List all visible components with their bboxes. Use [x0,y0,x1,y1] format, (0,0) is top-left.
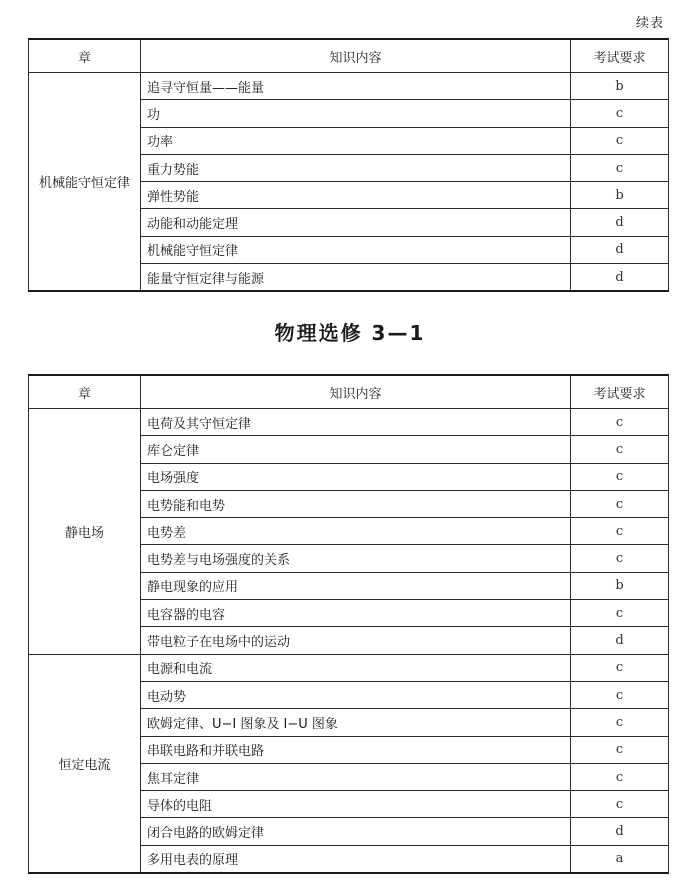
table-header-row [29,375,669,409]
requirement-cell: c [571,545,669,572]
requirement-cell: c [571,736,669,763]
knowledge-cell: 动能和动能定理 [141,209,571,236]
knowledge-cell: 追寻守恒量——能量 [141,73,571,100]
knowledge-cell: 电动势 [141,681,571,708]
requirement-cell: c [571,154,669,181]
knowledge-cell: 导体的电阻 [141,791,571,818]
knowledge-cell: 功 [141,100,571,127]
requirement-cell: c [571,654,669,681]
knowledge-cell: 电容器的电容 [141,600,571,627]
knowledge-cell: 电场强度 [141,463,571,490]
requirement-cell: d [571,264,669,292]
knowledge-cell: 能量守恒定律与能源 [141,264,571,292]
table-header-row [29,39,669,73]
header-requirement: 考试要求 [571,39,669,73]
requirement-cell: d [571,236,669,263]
header-knowledge: 知识内容 [141,39,571,73]
requirement-cell: d [571,818,669,845]
knowledge-cell: 机械能守恒定律 [141,236,571,263]
section-title: 物理选修 3—1 [274,321,426,345]
requirements-table-1 [28,38,669,292]
table-row [29,654,669,681]
requirement-cell: c [571,791,669,818]
requirement-cell: c [571,681,669,708]
requirement-cell: c [571,709,669,736]
chapter-cell: 机械能守恒定律 [29,73,141,292]
knowledge-cell: 电势差 [141,518,571,545]
knowledge-cell: 欧姆定律、U−I 图象及 I−U 图象 [141,709,571,736]
requirement-cell: b [571,572,669,599]
requirement-cell: c [571,436,669,463]
knowledge-cell: 弹性势能 [141,182,571,209]
knowledge-cell: 焦耳定律 [141,763,571,790]
knowledge-cell: 带电粒子在电场中的运动 [141,627,571,654]
knowledge-cell: 闭合电路的欧姆定律 [141,818,571,845]
header-chapter: 章 [29,375,141,409]
requirement-cell: c [571,127,669,154]
table-row [29,73,669,100]
knowledge-cell: 重力势能 [141,154,571,181]
knowledge-cell: 串联电路和并联电路 [141,736,571,763]
header-requirement: 考试要求 [571,375,669,409]
requirements-table-2 [28,374,669,874]
knowledge-cell: 电荷及其守恒定律 [141,409,571,436]
knowledge-cell: 功率 [141,127,571,154]
requirement-cell: c [571,409,669,436]
requirement-cell: c [571,100,669,127]
requirement-cell: c [571,463,669,490]
knowledge-cell: 电源和电流 [141,654,571,681]
chapter-cell: 静电场 [29,409,141,655]
chapter-cell: 恒定电流 [29,654,141,873]
knowledge-cell: 电势能和电势 [141,490,571,517]
requirement-cell: a [571,845,669,873]
requirement-cell: b [571,73,669,100]
requirement-cell: c [571,600,669,627]
header-chapter: 章 [29,39,141,73]
requirement-cell: d [571,209,669,236]
table-row [29,409,669,436]
knowledge-cell: 库仑定律 [141,436,571,463]
continued-label: 续表 [635,16,664,31]
knowledge-cell: 多用电表的原理 [141,845,571,873]
knowledge-cell: 静电现象的应用 [141,572,571,599]
knowledge-cell: 电势差与电场强度的关系 [141,545,571,572]
requirement-cell: b [571,182,669,209]
requirement-cell: d [571,627,669,654]
header-knowledge: 知识内容 [141,375,571,409]
requirement-cell: c [571,490,669,517]
requirement-cell: c [571,763,669,790]
requirement-cell: c [571,518,669,545]
